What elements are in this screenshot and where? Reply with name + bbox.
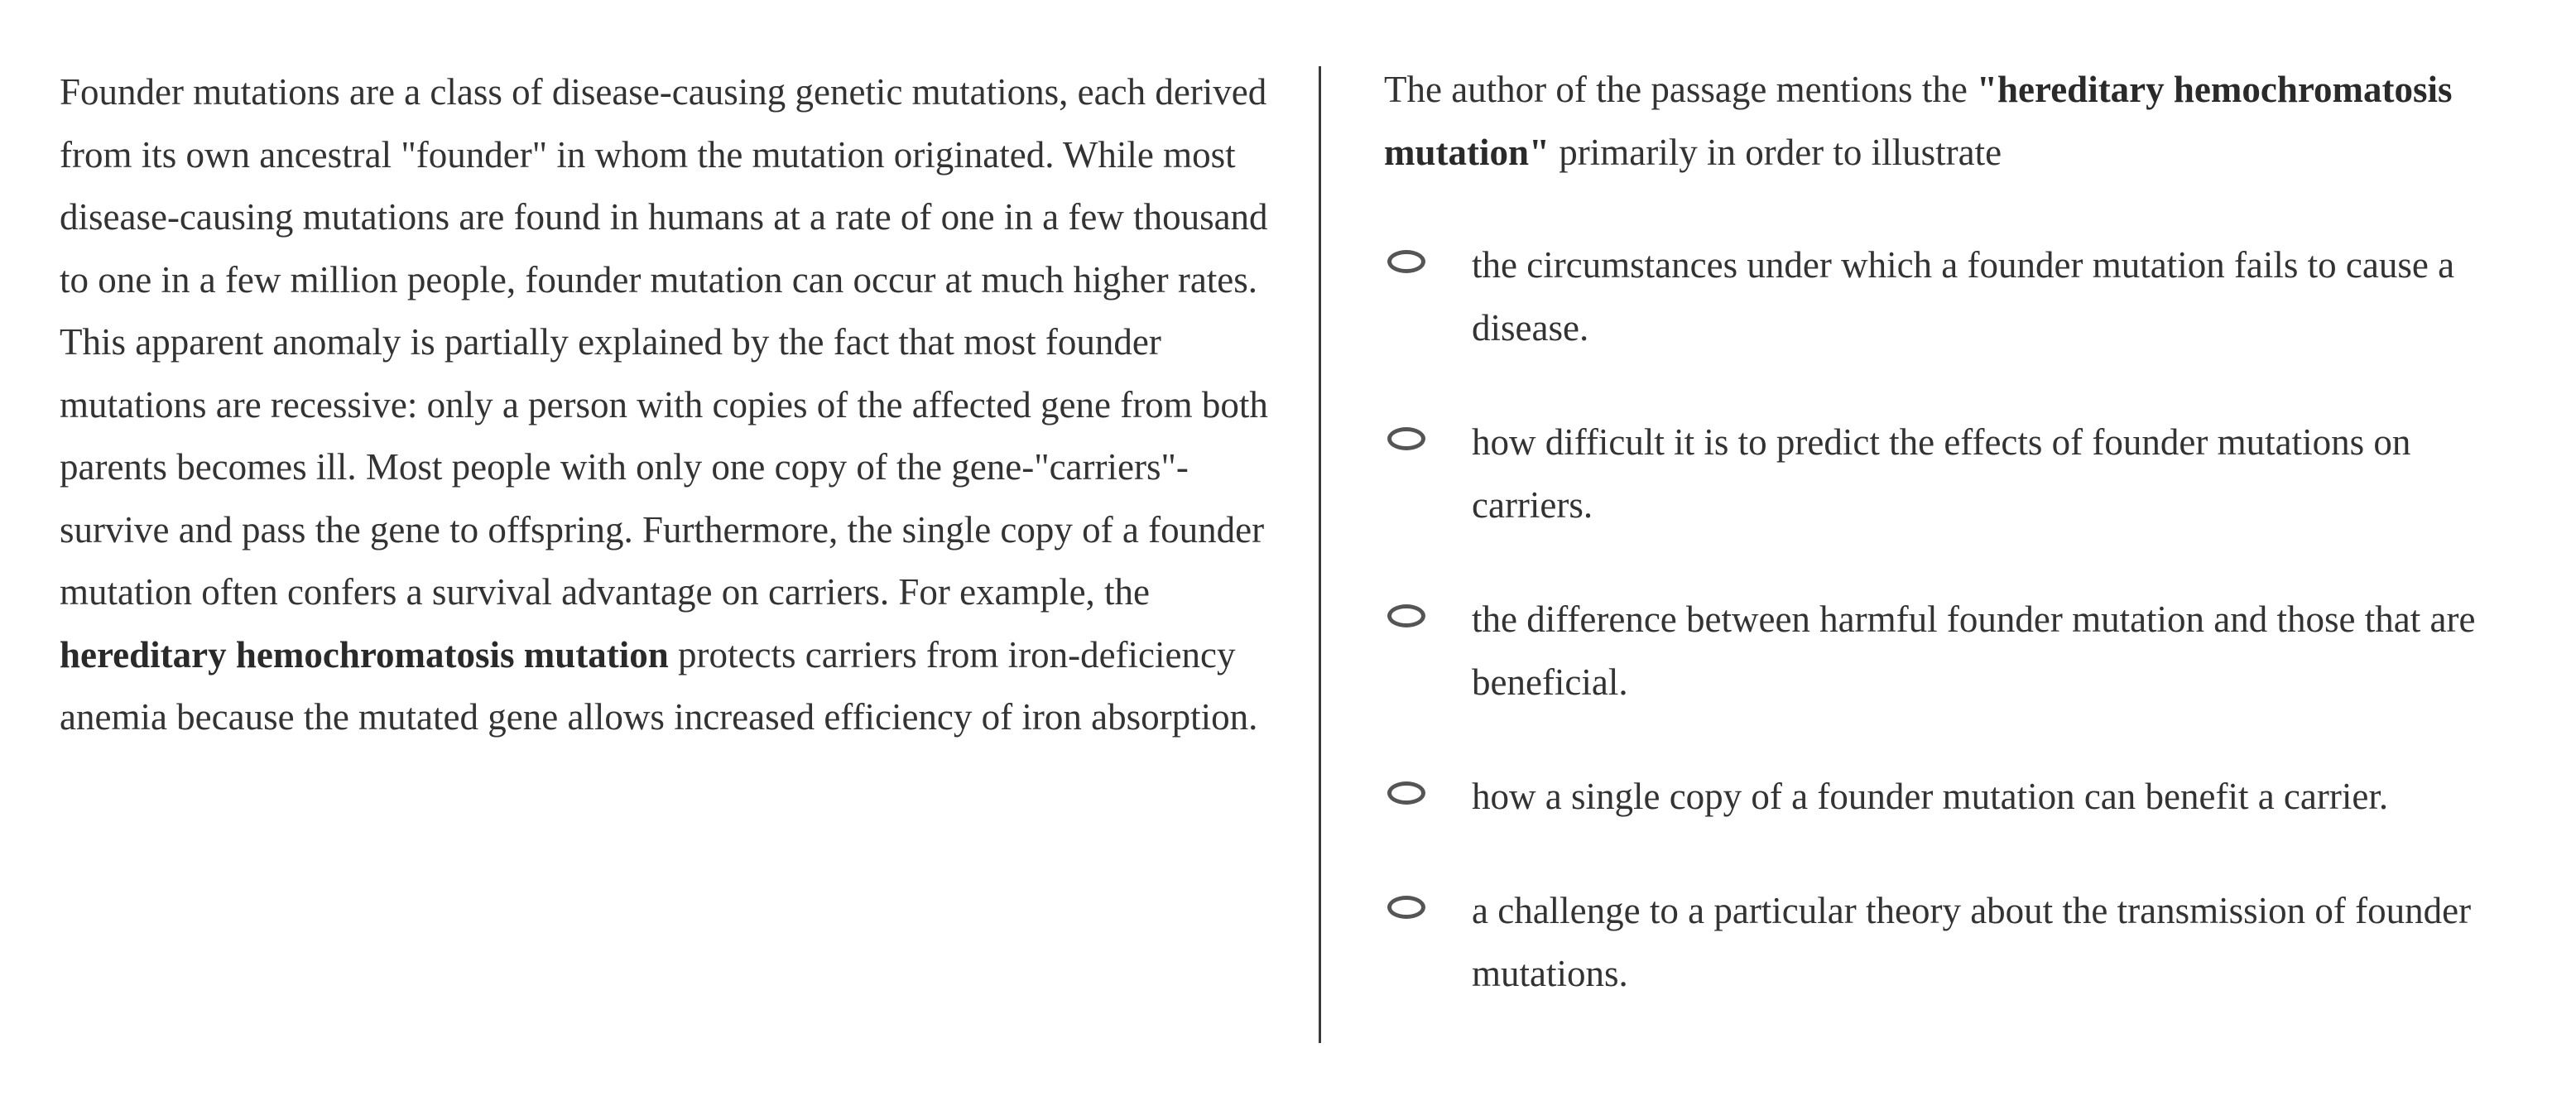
- passage-highlight: hereditary hemochromatosis mutation: [60, 633, 669, 676]
- question-highlight: "hereditary hemochromatosis mutation": [1384, 69, 2453, 173]
- question-prefix: The author of the passage mentions the: [1384, 69, 1968, 110]
- answer-choice-e[interactable]: [1384, 879, 2526, 1005]
- question-stem: [1384, 58, 2526, 184]
- passage-text-before: Founder mutations are a class of disease-causing genetic mutations, each derived from its own ancestral "founder" in whom the mutation originated. While most disease-causing mutations are found in humans at a rate of one in a few thousand to one in a few million people, founder mutation can occur at much higher rates. This apparent anomaly is partially explained by the fact that most founder mutations are recessive: only a person with copies of the affected gene from both parents becomes ill. Most people with only one copy of the gene-"carriers"-survive and pass the gene to offspring. Furthermore, the single copy of a founder mutation often confers a survival advantage on carriers. For example, the: [60, 71, 1268, 613]
- answer-choice-b[interactable]: [1384, 411, 2526, 536]
- answer-choice-label: a challenge to a particular theory about the transmission of founder mutations.: [1472, 890, 2472, 994]
- radio-unselected-icon[interactable]: [1387, 250, 1425, 273]
- radio-unselected-icon[interactable]: [1387, 427, 1425, 450]
- answer-choice-label: the circumstances under which a founder mutation fails to cause a disease.: [1472, 244, 2455, 349]
- passage-paragraph: [60, 61, 1268, 749]
- answer-choice-label: how a single copy of a founder mutation can benefit a carrier.: [1472, 776, 2389, 817]
- panel-divider: [1319, 66, 1321, 1043]
- passage-text-after: protects carriers from iron-deficiency anemia because the mutated gene allows increased efficiency of iron absorption.: [60, 633, 1258, 738]
- answer-choice-c[interactable]: [1384, 588, 2526, 714]
- radio-unselected-icon[interactable]: [1387, 896, 1425, 919]
- reading-passage: [60, 61, 1268, 749]
- answer-choice-d[interactable]: [1384, 765, 2526, 828]
- answer-choice-label: the difference between harmful founder mutation and those that are beneficial.: [1472, 599, 2476, 703]
- question-panel: [1384, 58, 2526, 1056]
- question-suffix: primarily in order to illustrate: [1559, 132, 2002, 173]
- answer-choice-label: how difficult it is to predict the effects of founder mutations on carriers.: [1472, 421, 2411, 526]
- answer-choice-a[interactable]: [1384, 233, 2526, 359]
- answer-choices: [1384, 233, 2526, 1005]
- radio-unselected-icon[interactable]: [1387, 604, 1425, 627]
- radio-unselected-icon[interactable]: [1387, 781, 1425, 805]
